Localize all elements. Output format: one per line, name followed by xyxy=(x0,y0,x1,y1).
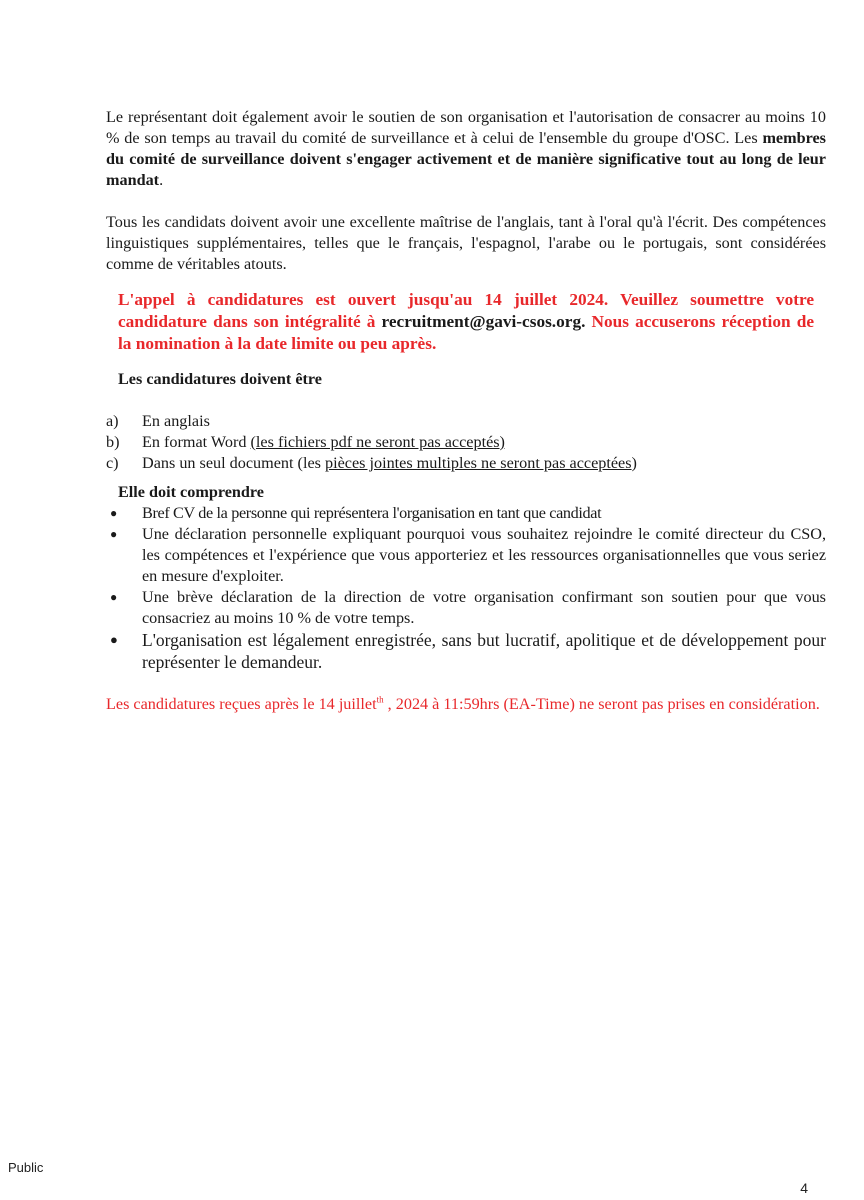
list-item: b) En format Word (les fichiers pdf ne seront pas acceptés) xyxy=(106,433,505,451)
paragraph-language-skills: Tous les candidats doivent avoir une excellente maîtrise de l'anglais, tant à l'oral qu'à l'écrit. Des compétences linguistiques supplémentaires, telles que le français, l'espagnol, l'arabe ou le portugais, sont considérées comme de véritables atouts. xyxy=(106,213,826,273)
bullet-icon: ● xyxy=(110,590,118,604)
list-item: ● Une brève déclaration de la direction de votre organisation confirmant son soutien pour que vous consacriez au moins 10 % de votre temps. xyxy=(106,587,826,629)
document-body xyxy=(106,107,826,715)
recruitment-email: recruitment@gavi-csos.org. xyxy=(381,312,586,331)
bullet-icon: ● xyxy=(110,632,118,647)
list-item: a) En anglais xyxy=(106,412,210,430)
bold-commitment-text: membres du comité de surveillance doivent s'engager activement et de manière significative tout au long de leur mandat xyxy=(106,129,826,189)
underlined-text: (les fichiers pdf ne seront pas acceptés) xyxy=(250,433,505,451)
list-item: ● L'organisation est légalement enregistrée, sans but lucratif, apolitique et de développement pour représenter le demandeur. xyxy=(106,629,826,673)
include-heading: Elle doit comprendre xyxy=(118,483,264,501)
underlined-text: pièces jointes multiples ne seront pas acceptées xyxy=(324,454,632,472)
paragraph-representative-support: Le représentant doit également avoir le soutien de son organisation et l'autorisation de consacrer au moins 10 % de son temps au travail du comité de surveillance et à celui de l'ensemble du groupe d'OSC. Les membres du comité de surveillance doivent s'engager activement et de manière significative tout au long de leur mandat. xyxy=(106,108,826,189)
late-application-notice: Les candidatures reçues après le 14 juillet$^{th}$ , 2024 à 11:59hrs (EA-Time) ne seront pas prises en considération. xyxy=(106,694,820,713)
list-item: ● Une déclaration personnelle expliquant pourquoi vous souhaitez rejoindre le comité directeur du CSO, les compétences et l'expérience que vous apporteriez et les ressources organisationnelles que vous seriez en mesure d'exploiter. xyxy=(106,524,826,587)
inclusion-bullet-list xyxy=(106,503,826,673)
requirements-heading: Les candidatures doivent être xyxy=(118,370,322,388)
page-number: 4 xyxy=(800,1180,808,1196)
requirements-list xyxy=(106,411,826,474)
list-item: ● Bref CV de la personne qui représentera l'organisation en tant que candidat xyxy=(106,503,826,524)
bullet-icon: ● xyxy=(110,527,118,541)
classification-label: Public xyxy=(8,1160,44,1175)
application-deadline-callout: L'appel à candidatures est ouvert jusqu'au 14 juillet 2024. Veuillez soumettre votre candidature dans son intégralité à recruitment@gavi-csos.org. Nous accuserons réception de la nomination à la date limite ou peu après. xyxy=(118,290,814,353)
bullet-icon: ● xyxy=(110,506,118,520)
list-item: c) Dans un seul document (les pièces jointes multiples ne seront pas acceptées) xyxy=(106,454,637,472)
